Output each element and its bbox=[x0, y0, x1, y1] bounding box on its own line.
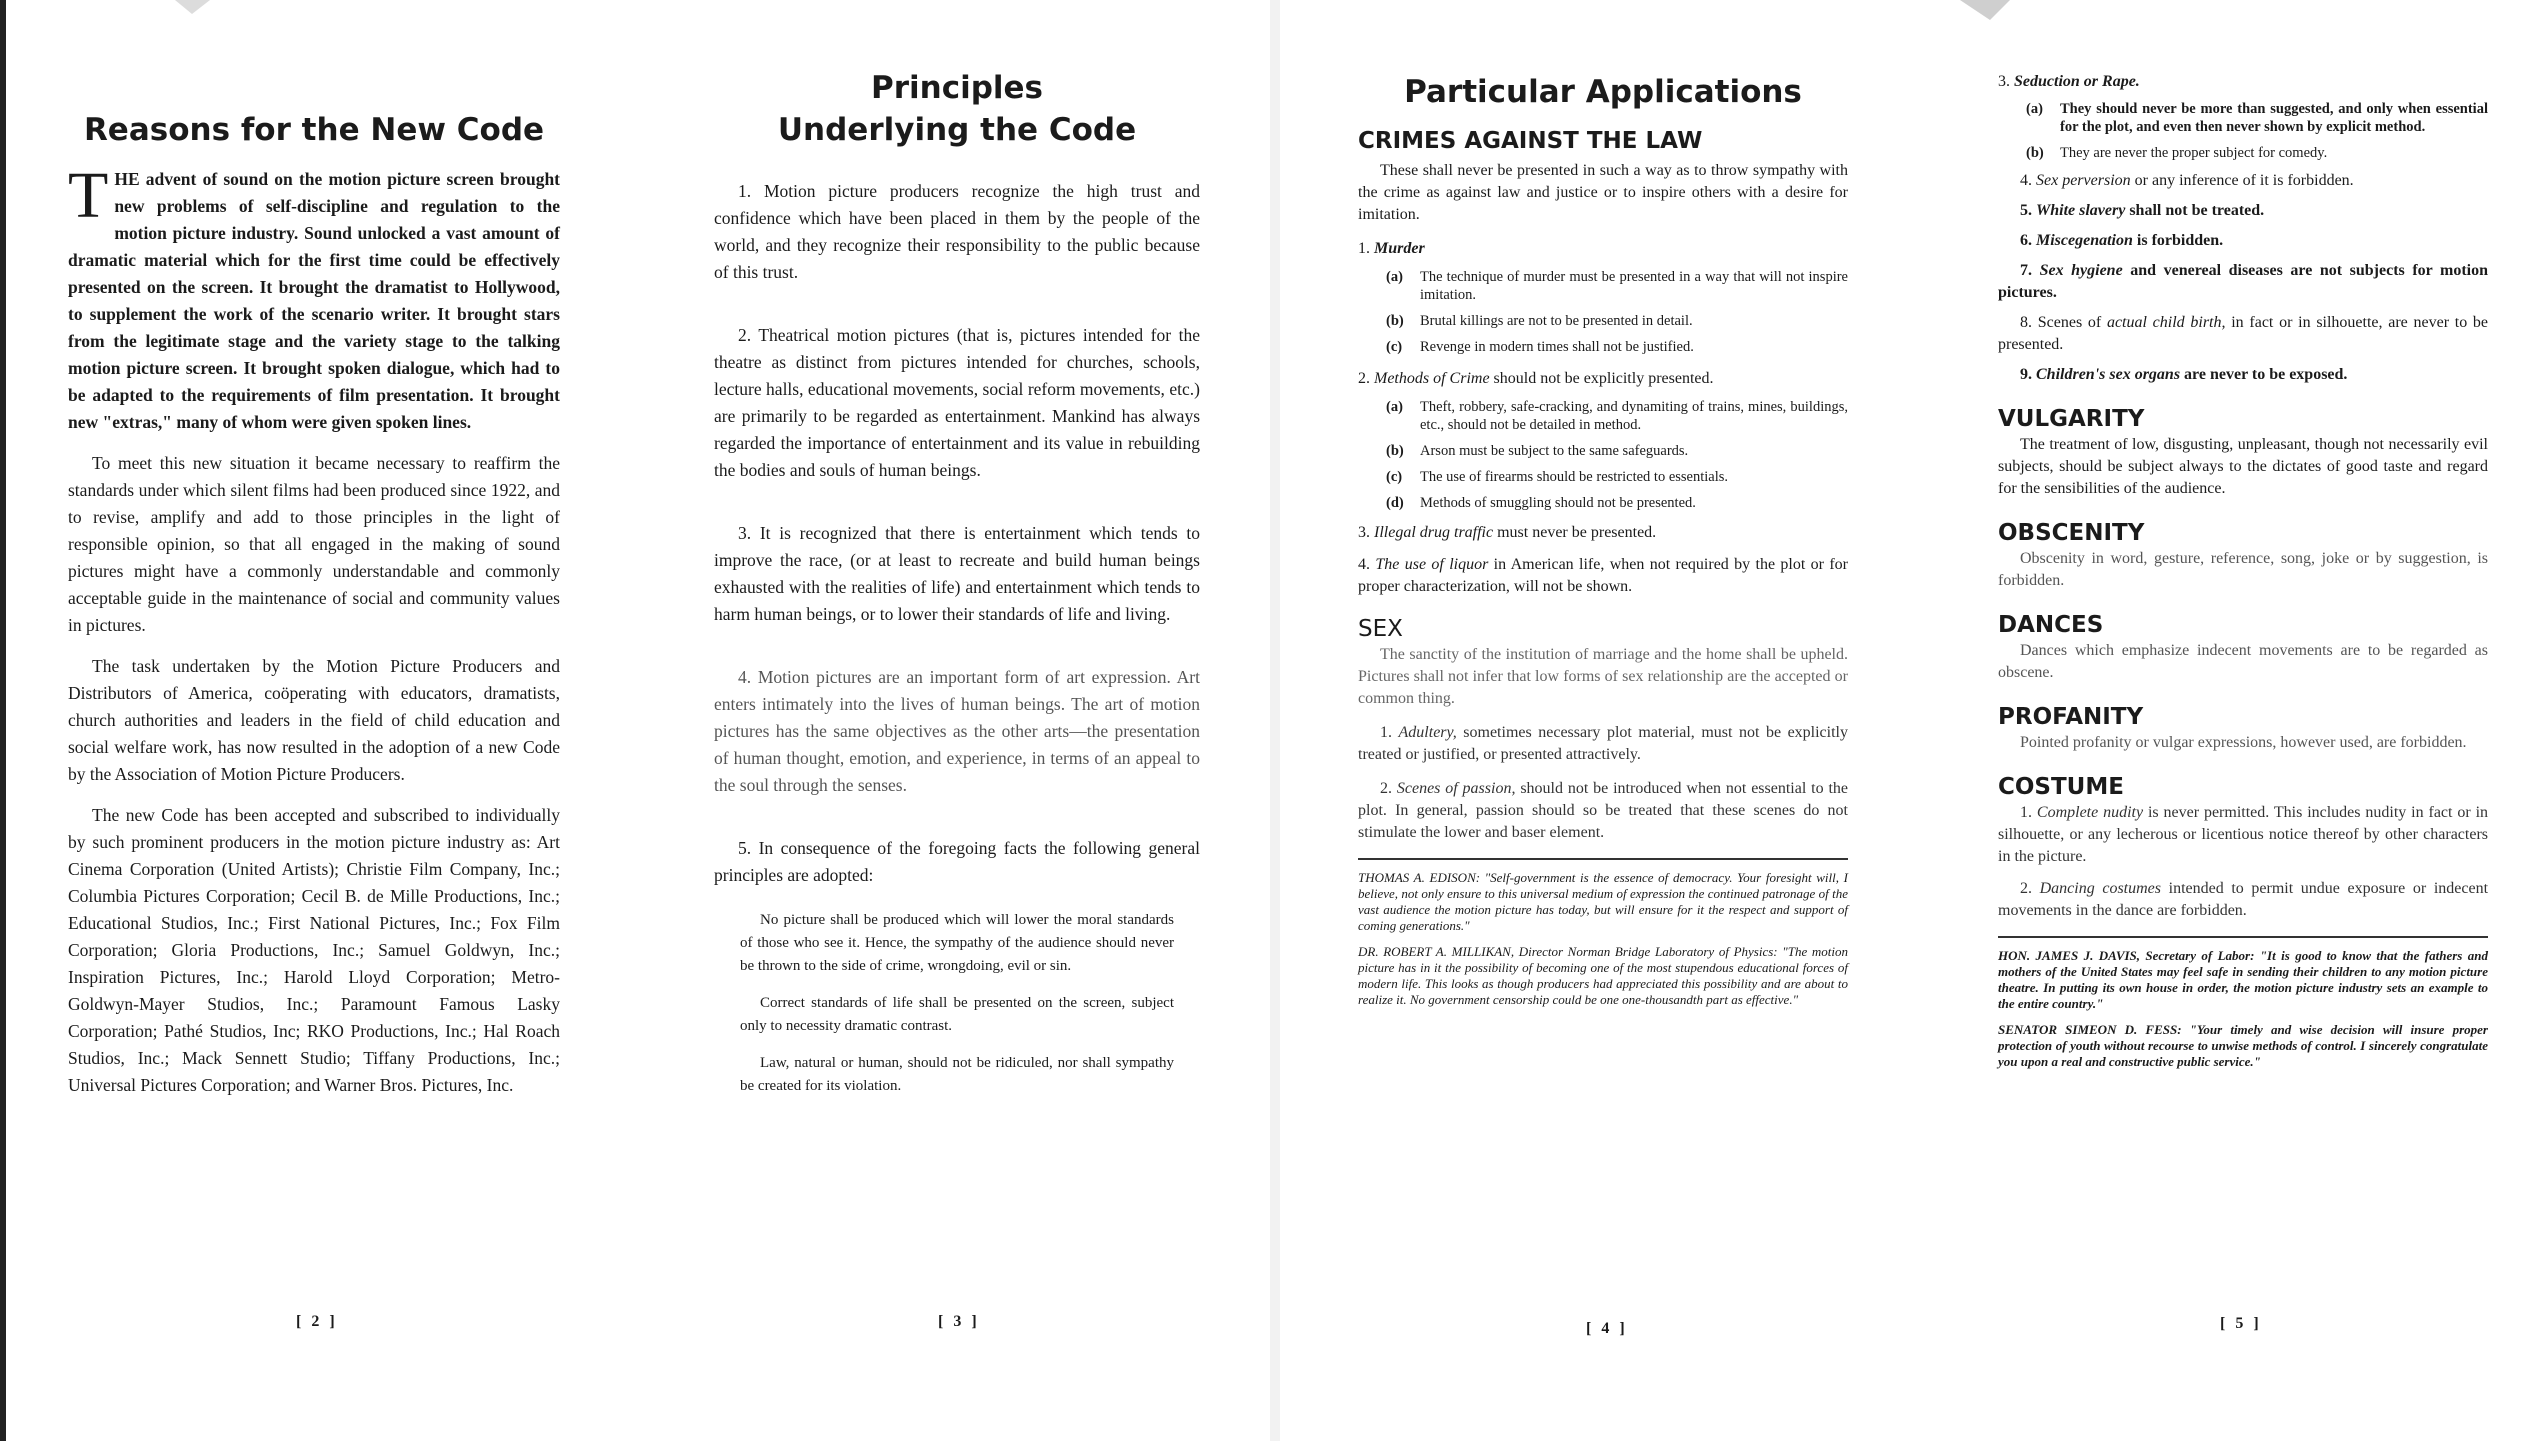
page-5 bbox=[1920, 0, 2548, 1441]
page-3-title-line-1: Principles bbox=[871, 70, 1043, 106]
page-5-column bbox=[1998, 72, 2488, 1070]
murder-item-b: (b) Brutal killings are not to be presented in detail. bbox=[1386, 313, 1693, 329]
dances-text: Dances which emphasize indecent movements are to be regarded as obscene. bbox=[1998, 642, 2488, 681]
liquor-item: 4. The use of liquor in American life, when not required by the plot or for proper characterization, will not be shown. bbox=[1358, 556, 1849, 595]
costume-item-1: 1. Complete nudity is never permitted. This includes nudity in fact or in silhouette, or any lecherous or licentious notice thereof by other characters in the picture. bbox=[1998, 804, 2489, 865]
page-2 bbox=[0, 0, 640, 1441]
methods-item-b: (b) Arson must be subject to the same safeguards. bbox=[1386, 443, 1689, 459]
principle-2: 2. Theatrical motion pictures (that is, pictures intended for the theatre as distinct from pictures intended for churches, schools, lecture halls, educational movements, social reform movements, etc.) are primarily to be regarded as entertainment. Mankind has always regarded the importance of entertainment and its value in rebuilding the bodies and souls of human beings. bbox=[714, 325, 1200, 480]
principle-3: 3. It is recognized that there is entertainment which tends to improve the race, (or at least to recreate and build human beings exhausted with the realities of life) and entertainment which tends to harm human beings, or to lower their standards of life and living. bbox=[714, 523, 1200, 624]
murder-heading: 1. Murder bbox=[1358, 240, 1425, 257]
seduction-list bbox=[2026, 100, 2488, 162]
perversion-item: 4. Sex perversion or any inference of it is forbidden. bbox=[2020, 172, 2354, 189]
drug-traffic-item: 3. Illegal drug traffic must never be presented. bbox=[1358, 524, 1657, 541]
crimes-heading: CRIMES AGAINST THE LAW bbox=[1358, 128, 1703, 154]
sex-organs-item: 9. Children's sex organs are never to be exposed. bbox=[2020, 366, 2348, 383]
passion-item: 2. Scenes of passion, should not be introduced when not essential to the plot. In general, passion should so be treated that these scenes do not stimulate the lower and baser element. bbox=[1358, 780, 1849, 841]
methods-item-c: (c) The use of firearms should be restricted to essentials. bbox=[1386, 469, 1729, 485]
obscenity-heading: OBSCENITY bbox=[1998, 520, 2145, 546]
principle-4: 4. Motion pictures are an important form of art expression. Art enters intimately into the lives of human beings. The art of motion pictures has the same objectives as the other arts—the presentation of human thought, emotion, and experience, in terms of an appeal to the soul through the senses. bbox=[714, 667, 1200, 795]
page-3-number: [ 3 ] bbox=[938, 1313, 980, 1330]
child-birth-item: 8. Scenes of actual child birth, in fact or in silhouette, are never to be presented. bbox=[1998, 314, 2489, 353]
edison-quote: THOMAS A. EDISON: "Self-government is the essence of democracy. Your foresight will, I believe, not only ensure to this universal medium of expression the continued patronage of the vast audience the motion picture has today, but will ensure for it the respect and support of coming generations." bbox=[1358, 870, 1848, 933]
methods-item-a: (a) Theft, robbery, safe-cracking, and dynamiting of trains, mines, buildings, etc., should not be detailed in method. bbox=[1386, 399, 1848, 433]
davis-quote: HON. JAMES J. DAVIS, Secretary of Labor: "It is good to know that the fathers and mothers of the United States may feel safe in sending their children to any motion picture theatre. In putting its own house in order, the motion picture industry sets an example to the entire country." bbox=[1998, 948, 2488, 1011]
costume-item-2: 2. Dancing costumes intended to permit undue exposure or indecent movements in the dance are forbidden. bbox=[1998, 880, 2489, 919]
page-2-number: [ 2 ] bbox=[296, 1313, 338, 1330]
fess-quote: SENATOR SIMEON D. FESS: "Your timely and wise decision will insure proper protection of youth without recourse to unwise methods of control. I sincerely congratulate you upon a real and constructive public service." bbox=[1998, 1022, 2488, 1069]
seduction-heading: 3. Seduction or Rape. bbox=[1998, 73, 2140, 90]
profanity-heading: PROFANITY bbox=[1998, 704, 2144, 730]
methods-heading: 2. Methods of Crime should not be explicitly presented. bbox=[1358, 370, 1714, 387]
page-2-paragraph-4: The new Code has been accepted and subscribed to individually by such prominent producers in the motion picture industry as: Art Cinema Corporation (United Artists); Christie Film Company, Inc.; Columbia Pictures Corporation; Cecil B. de Mille Productions, Inc.; Educational Studios, Inc.; First National Pictures, Inc.; Fox Film Corporation; Gloria Productions, Inc.; Samuel Goldwyn, Inc.; Inspiration Pictures, Inc.; Harold Lloyd Corporation; Metro-Goldwyn-Mayer Studios, Inc.; Paramount Famous Lasky Corporation; Pathé Studios, Inc; RKO Productions, Inc.; Hal Roach Studios, Inc.; Mack Sennett Studio; Tiffany Productions, Inc.; Universal Pictures Corporation; and Warner Bros. Pictures, Inc. bbox=[68, 805, 560, 1095]
page-5-number: [ 5 ] bbox=[2220, 1315, 2262, 1332]
page-4 bbox=[1280, 0, 1920, 1441]
inset-paragraph-2: Correct standards of life shall be presented on the screen, subject only to necessity dramatic contrast. bbox=[740, 995, 1174, 1034]
page-5-quote-rule bbox=[1998, 936, 2488, 938]
hygiene-item: 7. Sex hygiene and venereal diseases are not subjects for motion pictures. bbox=[1998, 262, 2489, 301]
inset-paragraph-1: No picture shall be produced which will lower the moral standards of those who see it. Hence, the sympathy of the audience should never be thrown to the side of crime, wrongdoing, evil or sin. bbox=[740, 912, 1174, 974]
page-2-title: Reasons for the New Code bbox=[83, 112, 545, 148]
murder-item-c: (c) Revenge in modern times shall not be justified. bbox=[1386, 339, 1694, 355]
profanity-text: Pointed profanity or vulgar expressions, however used, are forbidden. bbox=[2020, 734, 2467, 751]
page-3 bbox=[640, 0, 1280, 1441]
murder-list bbox=[1386, 268, 1848, 356]
seduction-item-a: (a) They should never be more than suggested, and only when essential for the plot, and even then never shown by explicit method. bbox=[2026, 101, 2488, 135]
slavery-item: 5. White slavery shall not be treated. bbox=[2020, 202, 2265, 219]
seduction-item-b: (b) They are never the proper subject for comedy. bbox=[2026, 145, 2328, 161]
murder-item-a: (a) The technique of murder must be presented in a way that will not inspire imitation. bbox=[1386, 269, 1848, 303]
crimes-intro: These shall never be presented in such a way as to throw sympathy with the crime as against law and justice or to inspire others with a desire for imitation. bbox=[1358, 162, 1848, 223]
adultery-item: 1. Adultery, sometimes necessary plot material, must not be explicitly treated or justified, or presented attractively. bbox=[1358, 724, 1848, 763]
sex-intro: The sanctity of the institution of marriage and the home shall be upheld. Pictures shall not infer that low forms of sex relationship are the accepted or common thing. bbox=[1358, 646, 1848, 707]
obscenity-text: Obscenity in word, gesture, reference, song, joke or by suggestion, is forbidden. bbox=[1998, 550, 2488, 589]
miscegenation-item: 6. Miscegenation is forbidden. bbox=[2020, 232, 2224, 249]
millikan-quote: DR. ROBERT A. MILLIKAN, Director Norman Bridge Laboratory of Physics: "The motion picture has in it the possibility of becoming one of the most stupendous educational forces of modern life. This looks as though producers had appreciated this possibility and are about to realize it. No government censorship could be one one-thousandth part as effective." bbox=[1358, 944, 1848, 1007]
inset-paragraph-3: Law, natural or human, should not be ridiculed, nor shall sympathy be created for its violation. bbox=[740, 1055, 1174, 1094]
sex-heading: SEX bbox=[1358, 616, 1403, 642]
page-4-number: [ 4 ] bbox=[1586, 1320, 1628, 1337]
page-2-paragraph-1: THE advent of sound on the motion picture screen brought new problems of self-discipline and regulation to the motion picture industry. Sound unlocked a vast amount of dramatic material which for the first time could be effectively presented on the screen. It brought the dramatist to Hollywood, to supplement the work of the scenario writer. It brought stars from the legitimate stage and the variety stage to the talking motion picture screen. It brought spoken dialogue, which had to be adapted to the requirements of film presentation. It brought new "extras," many of whom were given spoken lines. bbox=[68, 159, 560, 432]
page-4-title: Particular Applications bbox=[1404, 74, 1802, 110]
principles-inset bbox=[740, 909, 1174, 1098]
page-3-title-line-2: Underlying the Code bbox=[777, 112, 1137, 148]
page-2-paragraph-2: To meet this new situation it became necessary to reaffirm the standards under which silent films had been produced since 1922, and to revise, amplify and add to those principles in the light of responsible opinion, so that all engaged in the making of sound pictures might have a commonly understandable and commonly acceptable guide in the maintenance of social and community values in pictures. bbox=[68, 453, 560, 635]
dances-heading: DANCES bbox=[1998, 612, 2104, 638]
principle-1: 1. Motion picture producers recognize the high trust and confidence which have been placed in them by the people of the world, and they recognize their responsibility to the public because of this trust. bbox=[714, 181, 1200, 282]
page-3-column bbox=[714, 70, 1200, 1098]
drop-cap: T bbox=[68, 159, 109, 232]
page-2-paragraph-3: The task undertaken by the Motion Picture Producers and Distributors of America, coöperating with educators, dramatists, church authorities and leaders in the field of child education and social welfare work, has now resulted in the adoption of a new Code by the Association of Motion Picture Producers. bbox=[68, 656, 560, 784]
principle-5: 5. In consequence of the foregoing facts the following general principles are adopted: bbox=[714, 838, 1200, 885]
costume-heading: COSTUME bbox=[1998, 774, 2124, 800]
vulgarity-text: The treatment of low, disgusting, unpleasant, though not necessarily evil subjects, should be subject always to the dictates of good taste and regard for the sensibilities of the audience. bbox=[1998, 436, 2488, 497]
page-4-column bbox=[1358, 74, 1848, 1008]
methods-item-d: (d) Methods of smuggling should not be presented. bbox=[1386, 495, 1696, 511]
vulgarity-heading: VULGARITY bbox=[1998, 406, 2145, 432]
page-4-quote-rule bbox=[1358, 858, 1848, 860]
methods-list bbox=[1386, 398, 1848, 512]
page-2-column bbox=[68, 112, 560, 1099]
